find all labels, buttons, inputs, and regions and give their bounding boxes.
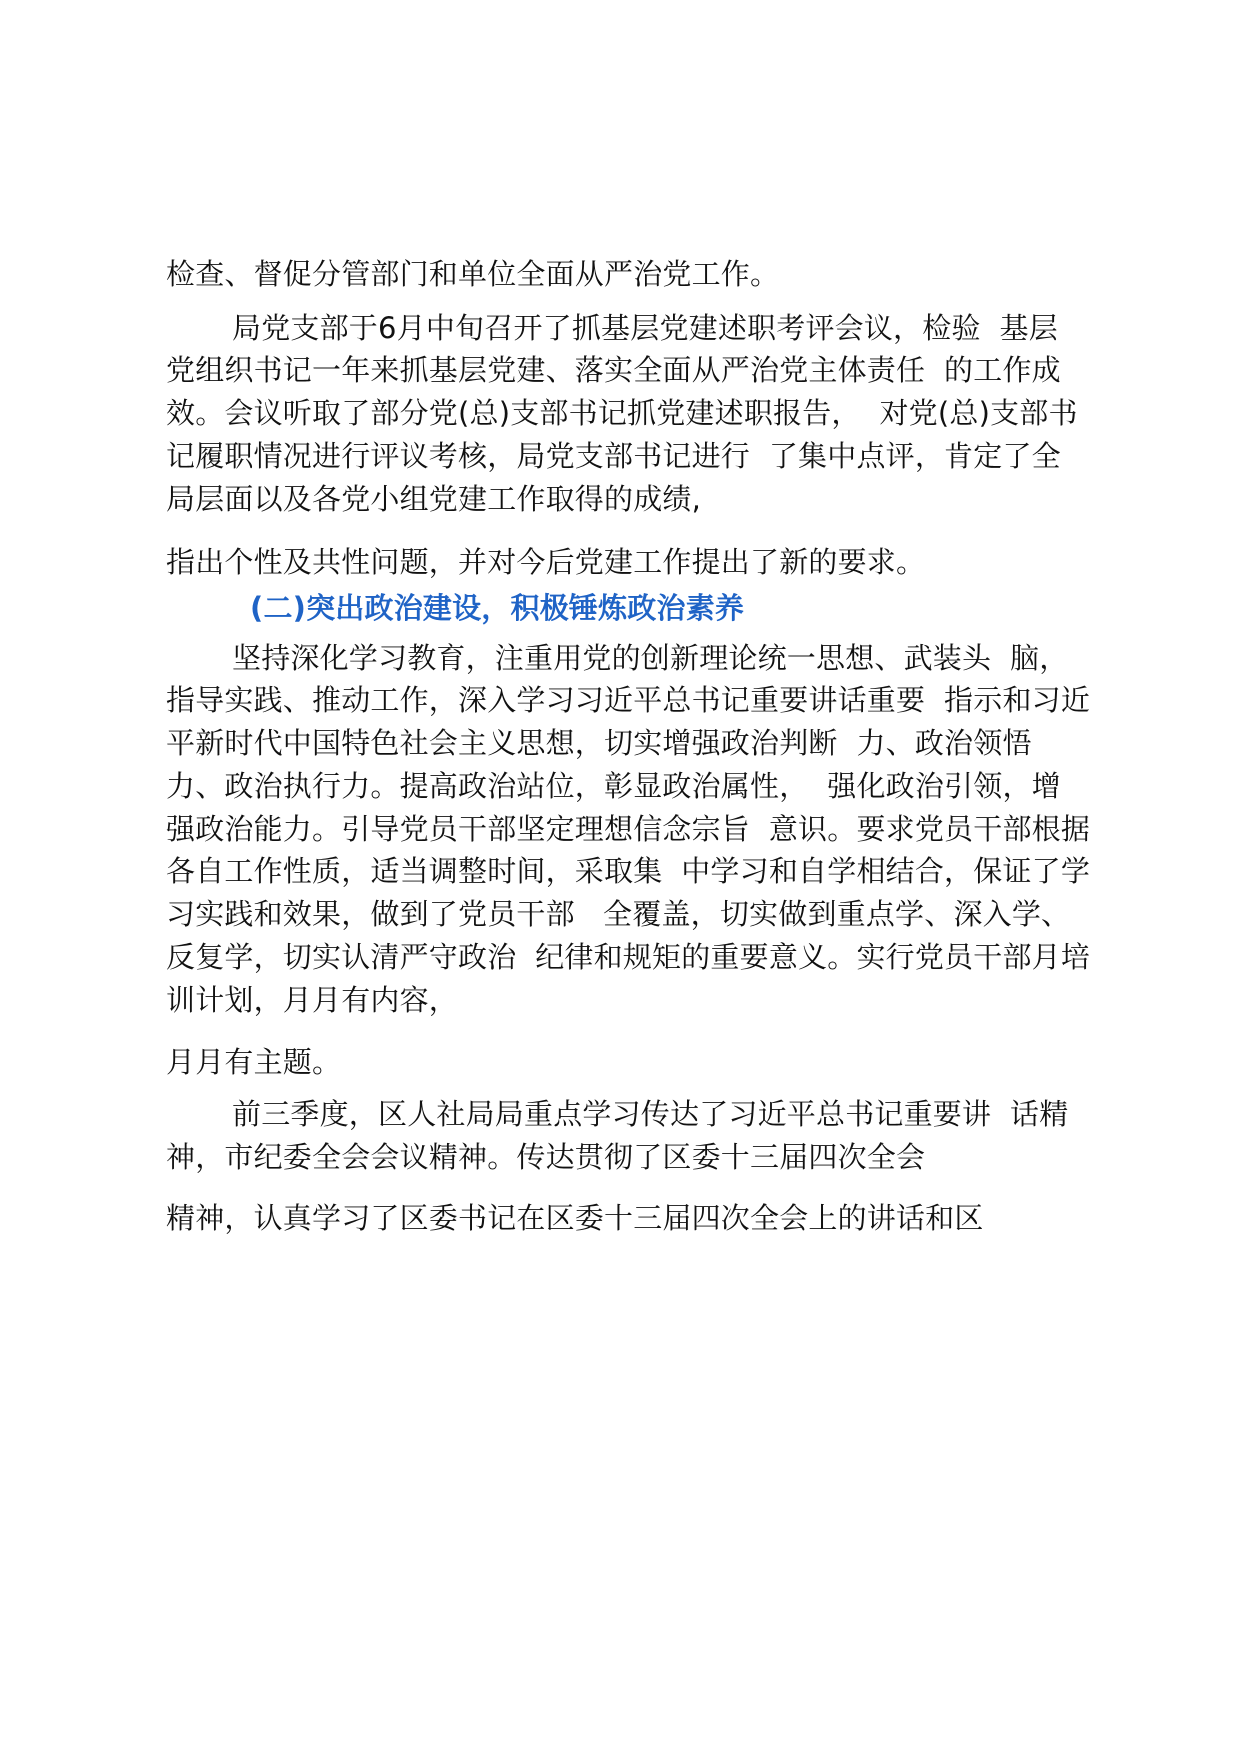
paragraph-line: 精神，认真学习了区委书记在区委十三届四次全会上的讲话和区: [166, 1201, 984, 1235]
paragraph-line: 力、政治执行力。提高政治站位，彰显政治属性， 强化政治引领，增: [166, 769, 1061, 803]
paragraph-line: 反复学，切实认清严守政治 纪律和规矩的重要意义。实行党员干部月培: [166, 940, 1091, 974]
paragraph-line: 强政治能力。引导党员干部坚定理想信念宗旨 意识。要求党员干部根据: [166, 812, 1091, 846]
paragraph-line: 局层面以及各党小组党建工作取得的成绩,: [166, 482, 702, 516]
paragraph-line: 记履职情况进行评议考核，局党支部书记进行 了集中点评，肯定了全: [166, 439, 1061, 473]
paragraph-line: 局党支部于6月中旬召开了抓基层党建述职考评会议，检验 基层: [232, 311, 1058, 345]
paragraph-line: 训计划，月月有内容，: [166, 983, 459, 1017]
paragraph-line: 月月有主题。: [166, 1045, 342, 1079]
paragraph-line: 坚持深化学习教育，注重用党的创新理论统一思想、武装头 脑，: [232, 641, 1069, 675]
paragraph-line: 效。会议听取了部分党(总)支部书记抓党建述职报告， 对党(总)支部书: [166, 396, 1078, 430]
paragraph-line: 党组织书记一年来抓基层党建、落实全面从严治党主体责任 的工作成: [166, 353, 1061, 387]
paragraph-line: 平新时代中国特色社会主义思想，切实增强政治判断 力、政治领悟: [166, 726, 1032, 760]
section-heading: (二)突出政治建设，积极锤炼政治素养: [250, 591, 745, 625]
paragraph-line: 指导实践、推动工作，深入学习习近平总书记重要讲话重要 指示和习近: [166, 683, 1091, 717]
paragraph-line: 检查、督促分管部门和单位全面从严治党工作。: [166, 257, 780, 291]
paragraph-line: 前三季度，区人社局局重点学习传达了习近平总书记重要讲 话精: [232, 1097, 1069, 1131]
paragraph-line: 习实践和效果，做到了党员干部 全覆盖，切实做到重点学、深入学、: [166, 897, 1071, 931]
paragraph-line: 各自工作性质，适当调整时间，采取集 中学习和自学相结合，保证了学: [166, 854, 1091, 888]
paragraph-line: 指出个性及共性问题，并对今后党建工作提出了新的要求。: [166, 545, 926, 579]
paragraph-line: 神，市纪委全会会议精神。传达贯彻了区委十三届四次全会: [166, 1140, 926, 1174]
